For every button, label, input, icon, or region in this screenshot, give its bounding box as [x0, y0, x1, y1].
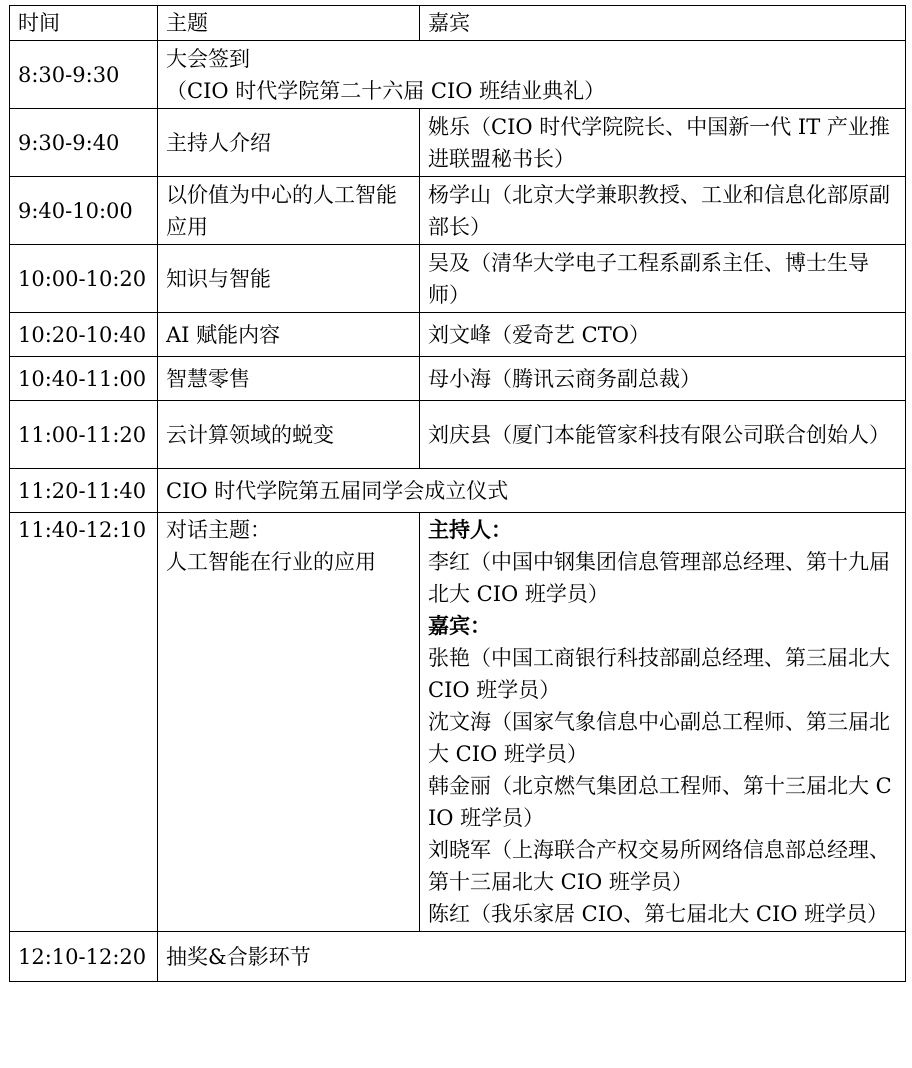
- topic-cell: 智慧零售: [158, 357, 420, 401]
- topic-line: 人工智能在行业的应用: [166, 550, 376, 574]
- topic-line: （CIO 时代学院第二十六届 CIO 班结业典礼）: [166, 78, 606, 103]
- time-cell: 11:40-12:10: [10, 513, 158, 932]
- guest-entry: 沈文海（国家气象信息中心副总工程师、第三届北大 CIO 班学员）: [428, 710, 890, 766]
- table-row: [10, 177, 906, 245]
- time-cell: 10:20-10:40: [10, 313, 158, 357]
- header-topic: 主题: [158, 6, 420, 41]
- time-cell: 10:40-11:00: [10, 357, 158, 401]
- topic-cell: 主持人介绍: [158, 109, 420, 177]
- table-row: [10, 513, 906, 932]
- time-cell: 12:10-12:20: [10, 932, 158, 982]
- time-cell: 9:30-9:40: [10, 109, 158, 177]
- guest-cell: 母小海（腾讯云商务副总裁）: [420, 357, 906, 401]
- time-cell: 11:20-11:40: [10, 469, 158, 513]
- table-row: [10, 469, 906, 513]
- guest-cell: 吴及（清华大学电子工程系副系主任、博士生导师）: [420, 245, 906, 313]
- topic-cell: [158, 41, 906, 109]
- topic-cell: CIO 时代学院第五届同学会成立仪式: [158, 469, 906, 513]
- topic-cell: 抽奖&合影环节: [158, 932, 906, 982]
- table-row: [10, 245, 906, 313]
- guest-cell: [420, 513, 906, 932]
- header-guest: 嘉宾: [420, 6, 906, 41]
- guest-entry: 韩金丽（北京燃气集团总工程师、第十三届北大 CIO 班学员）: [428, 774, 892, 830]
- guest-entry: 张艳（中国工商银行科技部副总经理、第三届北大 CIO 班学员）: [428, 646, 890, 702]
- table-row: [10, 401, 906, 469]
- guests-label: 嘉宾：: [428, 613, 491, 638]
- header-row: [10, 6, 906, 41]
- guest-cell: 刘庆县（厦门本能管家科技有限公司联合创始人）: [420, 401, 906, 469]
- guest-cell: 杨学山（北京大学兼职教授、工业和信息化部原副部长）: [420, 177, 906, 245]
- table-row: [10, 41, 906, 109]
- schedule-table: [9, 5, 906, 982]
- guest-cell: 姚乐（CIO 时代学院院长、中国新一代 IT 产业推进联盟秘书长）: [420, 109, 906, 177]
- table-row: [10, 932, 906, 982]
- guest-entry: 刘晓军（上海联合产权交易所网络信息部总经理、第十三届北大 CIO 班学员）: [428, 838, 890, 894]
- time-cell: 9:40-10:00: [10, 177, 158, 245]
- header-time: 时间: [10, 6, 158, 41]
- topic-cell: [158, 513, 420, 932]
- table-row: [10, 313, 906, 357]
- host-entry: 李红（中国中钢集团信息管理部总经理、第十九届北大 CIO 班学员）: [428, 550, 890, 606]
- topic-line: 大会签到: [166, 46, 250, 71]
- topic-line: 对话主题：: [166, 518, 271, 542]
- guest-cell: 刘文峰（爱奇艺 CTO）: [420, 313, 906, 357]
- host-label: 主持人：: [428, 517, 512, 542]
- time-cell: 10:00-10:20: [10, 245, 158, 313]
- topic-cell: 云计算领域的蜕变: [158, 401, 420, 469]
- topic-cell: AI 赋能内容: [158, 313, 420, 357]
- table-row: [10, 357, 906, 401]
- time-cell: 11:00-11:20: [10, 401, 158, 469]
- time-cell: 8:30-9:30: [10, 41, 158, 109]
- topic-cell: 知识与智能: [158, 245, 420, 313]
- table-row: [10, 109, 906, 177]
- topic-cell: 以价值为中心的人工智能应用: [158, 177, 420, 245]
- guest-entry: 陈红（我乐家居 CIO、第七届北大 CIO 班学员）: [428, 902, 889, 926]
